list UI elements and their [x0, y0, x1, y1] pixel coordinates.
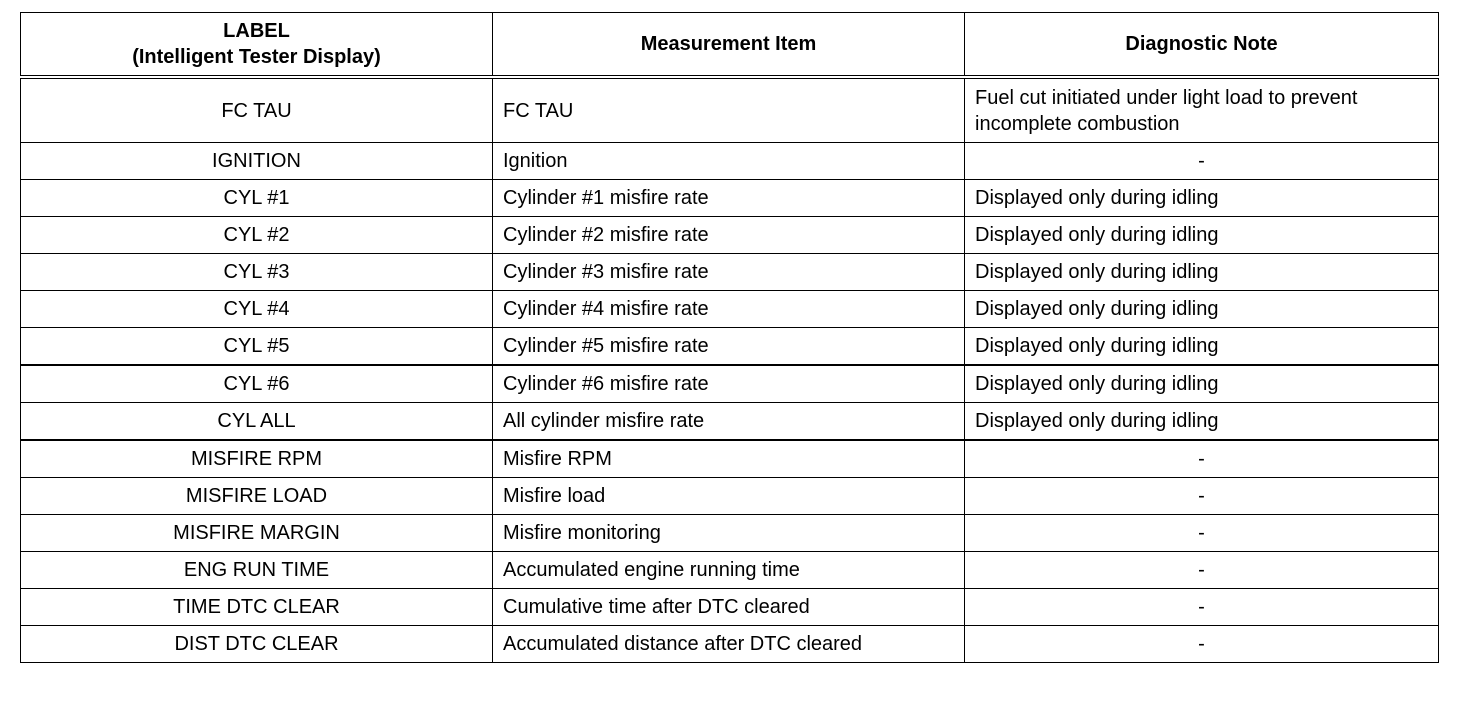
table-row	[21, 515, 1439, 552]
row-measurement-item: FC TAU	[493, 77, 965, 143]
row-diagnostic-note: -	[965, 440, 1439, 478]
header-diagnostic-note: Diagnostic Note	[965, 13, 1439, 78]
row-label: CYL #5	[21, 328, 493, 366]
row-label: IGNITION	[21, 143, 493, 180]
row-label: CYL #1	[21, 180, 493, 217]
row-label: DIST DTC CLEAR	[21, 626, 493, 663]
row-measurement-item: Cylinder #3 misfire rate	[493, 254, 965, 291]
row-measurement-item: Accumulated engine running time	[493, 552, 965, 589]
row-label: MISFIRE RPM	[21, 440, 493, 478]
table-row	[21, 328, 1439, 366]
row-measurement-item: Cumulative time after DTC cleared	[493, 589, 965, 626]
row-diagnostic-note: Displayed only during idling	[965, 365, 1439, 403]
header-measurement-item: Measurement Item	[493, 13, 965, 78]
row-diagnostic-note: Displayed only during idling	[965, 328, 1439, 366]
table-row	[21, 180, 1439, 217]
table-header-row	[21, 13, 1439, 78]
row-label: MISFIRE LOAD	[21, 478, 493, 515]
table-row	[21, 254, 1439, 291]
row-measurement-item: Ignition	[493, 143, 965, 180]
table-row	[21, 77, 1439, 143]
row-diagnostic-note: -	[965, 626, 1439, 663]
row-diagnostic-note: Displayed only during idling	[965, 217, 1439, 254]
table-row	[21, 626, 1439, 663]
row-diagnostic-note: -	[965, 478, 1439, 515]
row-measurement-item: Cylinder #2 misfire rate	[493, 217, 965, 254]
row-label: FC TAU	[21, 77, 493, 143]
row-label: CYL #4	[21, 291, 493, 328]
row-label: CYL #3	[21, 254, 493, 291]
table-row	[21, 291, 1439, 328]
table-row	[21, 143, 1439, 180]
row-measurement-item: Misfire RPM	[493, 440, 965, 478]
table-row	[21, 589, 1439, 626]
data-list-table	[20, 12, 1439, 663]
row-diagnostic-note: -	[965, 143, 1439, 180]
row-diagnostic-note: Displayed only during idling	[965, 403, 1439, 441]
row-diagnostic-note: -	[965, 515, 1439, 552]
row-measurement-item: Cylinder #1 misfire rate	[493, 180, 965, 217]
table-row	[21, 552, 1439, 589]
row-label: ENG RUN TIME	[21, 552, 493, 589]
row-diagnostic-note: -	[965, 589, 1439, 626]
table-row	[21, 217, 1439, 254]
row-diagnostic-note: Displayed only during idling	[965, 180, 1439, 217]
row-diagnostic-note: Fuel cut initiated under light load to prevent incomplete combustion	[965, 77, 1439, 143]
row-diagnostic-note: Displayed only during idling	[965, 291, 1439, 328]
row-label: CYL #2	[21, 217, 493, 254]
row-measurement-item: Misfire load	[493, 478, 965, 515]
row-measurement-item: Cylinder #4 misfire rate	[493, 291, 965, 328]
row-measurement-item: All cylinder misfire rate	[493, 403, 965, 441]
header-label-line1: LABEL	[223, 20, 290, 42]
table-row	[21, 403, 1439, 441]
row-measurement-item: Cylinder #6 misfire rate	[493, 365, 965, 403]
row-label: CYL ALL	[21, 403, 493, 441]
table-row	[21, 365, 1439, 403]
row-measurement-item: Misfire monitoring	[493, 515, 965, 552]
row-measurement-item: Cylinder #5 misfire rate	[493, 328, 965, 366]
header-label-line2: (Intelligent Tester Display)	[132, 46, 381, 68]
row-diagnostic-note: -	[965, 552, 1439, 589]
row-label: TIME DTC CLEAR	[21, 589, 493, 626]
row-diagnostic-note: Displayed only during idling	[965, 254, 1439, 291]
row-label: CYL #6	[21, 365, 493, 403]
row-measurement-item: Accumulated distance after DTC cleared	[493, 626, 965, 663]
row-label: MISFIRE MARGIN	[21, 515, 493, 552]
table-row	[21, 478, 1439, 515]
table-row	[21, 440, 1439, 478]
header-label	[21, 13, 493, 78]
